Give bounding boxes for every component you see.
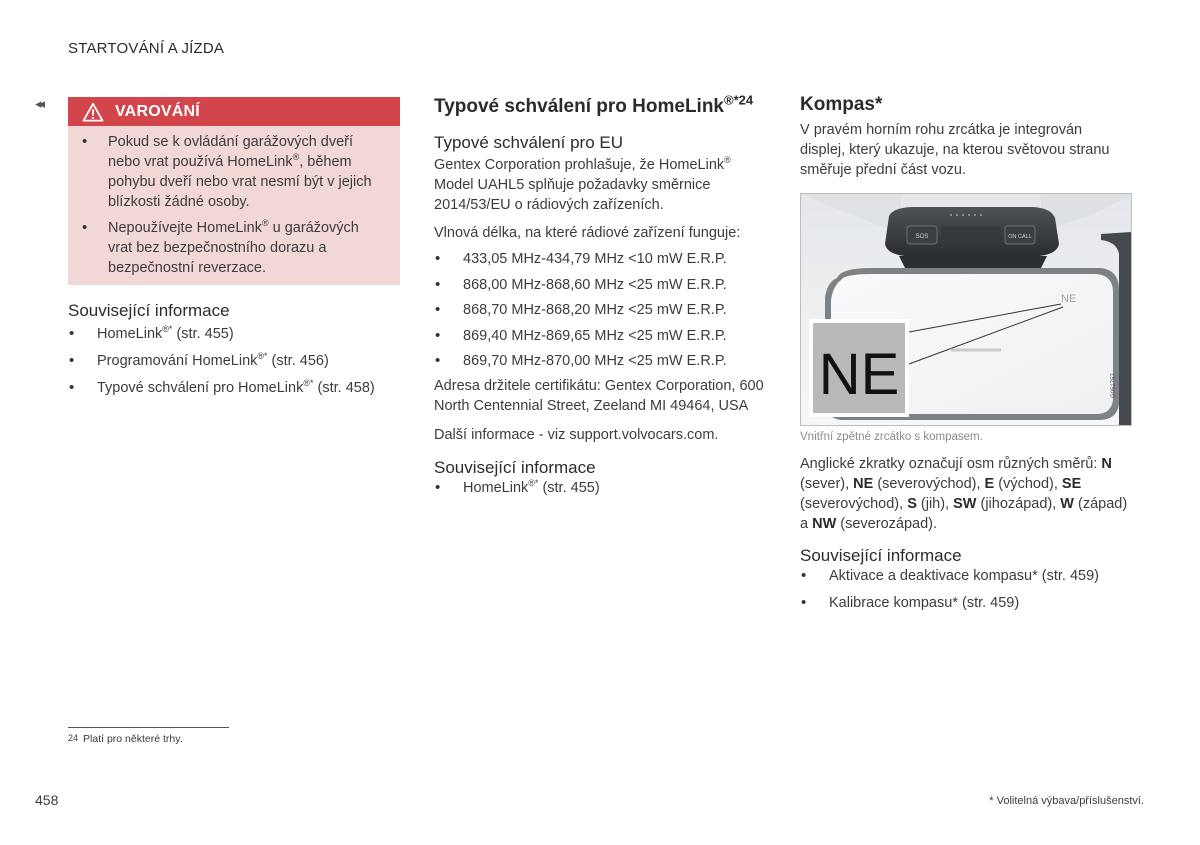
- col2-related-list: [434, 478, 774, 498]
- figure-caption: Vnitřní zpětné zrcátko s kompasem.: [800, 431, 983, 443]
- warning-list: [68, 126, 400, 278]
- wavelength-intro: Vlnová délka, na které rádiové zařízení funguje:: [434, 225, 741, 241]
- more-info: Další informace - viz support.volvocars.com.: [434, 427, 719, 443]
- related-link-programming[interactable]: • Programování HomeLink®* (str. 456): [68, 351, 400, 371]
- col3-directions-section: [800, 454, 1135, 613]
- frequency-item: • 869,70 MHz-870,00 MHz <25 mW E.R.P.: [434, 351, 774, 371]
- frequency-list: [434, 249, 774, 371]
- related-link-compass-calibration[interactable]: • Kalibrace kompasu* (str. 459): [800, 593, 1135, 613]
- compass-intro: V pravém horním rohu zrcátka je integrován displej, který ukazuje, na kterou světovou stranu směřuje přední část vozu.: [800, 122, 1110, 178]
- frequency-item: • 869,40 MHz-869,65 MHz <25 mW E.R.P.: [434, 326, 774, 346]
- mirror-compass-display: NE: [1061, 293, 1077, 305]
- frequency-item: • 433,05 MHz-434,79 MHz <10 mW E.R.P.: [434, 249, 774, 269]
- col2-title: Typové schválení pro HomeLink$^{®*24}$: [434, 92, 754, 117]
- col3-related-list: [800, 566, 1135, 613]
- warning-triangle-icon: [82, 102, 104, 122]
- frequency-item: • 868,70 MHz-868,20 MHz <25 mW E.R.P.: [434, 300, 774, 320]
- mirror-illustration: [801, 194, 1131, 425]
- col1-related-section: [68, 301, 400, 398]
- col3-compass-section: [800, 94, 1135, 180]
- mirror-compass-figure: [800, 193, 1132, 426]
- eu-title: Typové schválení pro EU: [434, 133, 623, 152]
- on-call-button: ON CALL: [1008, 234, 1032, 240]
- col2-related-title: Související informace: [434, 458, 596, 477]
- optional-equipment-note: * Volitelná výbava/příslušenství.: [989, 795, 1144, 807]
- directions-paragraph: Anglické zkratky označují osm různých směrů: N (sever), NE (severovýchod), E (východ), SE (severovýchod), S (jih), SW (jihozápad), W (západ) a NW (severozápad).: [800, 456, 1128, 532]
- frequency-item: • 868,00 MHz-868,60 MHz <25 mW E.R.P.: [434, 275, 774, 295]
- footnote: 24 Platí pro některé trhy.: [68, 733, 183, 745]
- col1-related-title: Související informace: [68, 301, 230, 320]
- continued-arrows-icon: ◂◂: [35, 96, 43, 111]
- eu-paragraph: Gentex Corporation prohlašuje, že HomeLink® Model UAHL5 splňuje požadavky směrnice 2014/53/EU o rádiových zařízeních.: [434, 155, 731, 213]
- section-title: STARTOVÁNÍ A JÍZDA: [68, 40, 225, 57]
- related-link-approval[interactable]: • Typové schválení pro HomeLink®* (str. 458): [68, 378, 400, 398]
- related-link-homelink[interactable]: • HomeLink®* (str. 455): [68, 324, 400, 344]
- certificate-address: Adresa držitele certifikátu: Gentex Corporation, 600 North Centennial Street, Zeeland MI 49464, USA: [434, 378, 764, 414]
- image-code: G051757: [1111, 373, 1117, 398]
- related-link-compass-activation[interactable]: • Aktivace a deaktivace kompasu* (str. 459): [800, 566, 1135, 586]
- footnote-divider: [68, 727, 229, 728]
- col2-approval-section: [434, 92, 774, 498]
- page-number: 458: [35, 792, 59, 808]
- col1-related-list: [68, 324, 400, 398]
- col3-related-title: Související informace: [800, 546, 962, 565]
- sos-button: SOS: [915, 234, 929, 240]
- zoomed-compass-display: NE: [818, 342, 900, 407]
- warning-title: VAROVÁNÍ: [115, 102, 200, 120]
- warning-box: [68, 97, 400, 285]
- compass-title: Kompas*: [800, 94, 883, 115]
- warning-header: [68, 97, 400, 126]
- warning-item: • Pokud se k ovládání garážových dveří nebo vrat používá HomeLink®, během pohybu dveří nebo vrat nesmí být v jejich blízkosti žádné osoby.: [68, 132, 400, 212]
- warning-item: • Nepoužívejte HomeLink® u garážových vrat bez bezpečnostního dorazu a bezpečnostní reverzace.: [68, 218, 400, 278]
- related-link-homelink[interactable]: • HomeLink®* (str. 455): [434, 478, 774, 498]
